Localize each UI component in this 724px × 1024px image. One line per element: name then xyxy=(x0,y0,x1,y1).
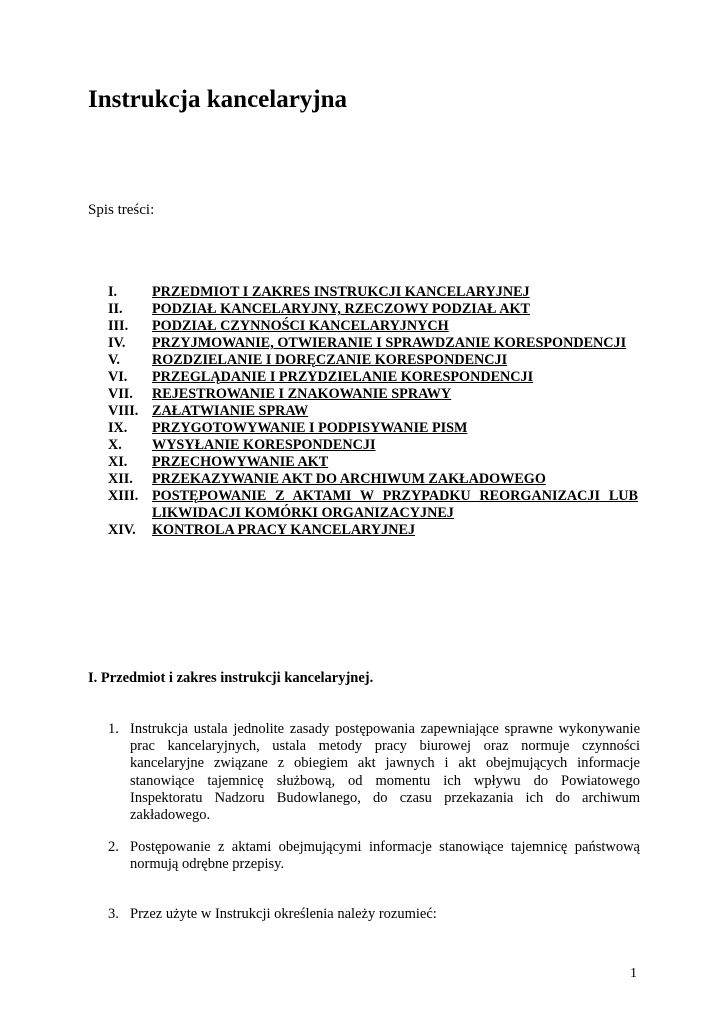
toc-item xyxy=(108,352,638,369)
list-item xyxy=(108,721,640,824)
toc-item-number: VII. xyxy=(108,386,133,402)
toc-item-number: XIV. xyxy=(108,522,136,538)
toc-item-number: XI. xyxy=(108,454,128,470)
toc-link[interactable]: PRZEDMIOT I ZAKRES INSTRUKCJI KANCELARYJNEJ xyxy=(152,284,530,300)
toc-item xyxy=(108,437,638,454)
toc-item xyxy=(108,369,638,386)
toc-link[interactable]: REJESTROWANIE I ZNAKOWANIE SPRAWY xyxy=(152,386,452,402)
toc-item xyxy=(108,420,638,437)
toc-item xyxy=(108,403,638,420)
toc-link[interactable]: PRZECHOWYWANIE AKT xyxy=(152,454,329,470)
page-number: 1 xyxy=(630,966,637,981)
toc-item-number: I. xyxy=(108,284,118,300)
toc-item-number: XIII. xyxy=(108,488,139,504)
toc-item-number: IX. xyxy=(108,420,128,436)
toc-item-number: V. xyxy=(108,352,120,368)
list-item xyxy=(108,906,640,923)
toc-item xyxy=(108,318,638,335)
list-item-number: 3. xyxy=(108,906,119,922)
toc-item-number: VI. xyxy=(108,369,128,385)
toc-label: Spis treści: xyxy=(88,202,155,218)
toc-link[interactable]: PODZIAŁ CZYNNOŚCI KANCELARYJNYCH xyxy=(152,318,449,334)
toc-item xyxy=(108,301,638,318)
toc-item-number: XII. xyxy=(108,471,133,487)
toc-item-number: X. xyxy=(108,437,122,453)
toc-item xyxy=(108,454,638,471)
list-item-number: 1. xyxy=(108,721,119,737)
toc-item-number: VIII. xyxy=(108,403,139,419)
table-of-contents xyxy=(108,284,638,539)
list-item-text: Postępowanie z aktami obejmującymi informacje stanowiące tajemnicę państwową normują odrębne przepisy. xyxy=(130,839,640,873)
toc-link[interactable]: ZAŁATWIANIE SPRAW xyxy=(152,403,309,419)
toc-link[interactable]: PRZEKAZYWANIE AKT DO ARCHIWUM ZAKŁADOWEGO xyxy=(152,471,546,487)
toc-link[interactable]: PODZIAŁ KANCELARYJNY, RZECZOWY PODZIAŁ AKT xyxy=(152,301,531,317)
toc-item xyxy=(108,386,638,403)
toc-link[interactable]: ROZDZIELANIE I DORĘCZANIE KORESPONDENCJI xyxy=(152,352,508,368)
list-item-text: Przez użyte w Instrukcji określenia należy rozumieć: xyxy=(130,906,437,922)
toc-item xyxy=(108,522,638,539)
toc-item xyxy=(108,284,638,301)
toc-link[interactable]: PRZYJMOWANIE, OTWIERANIE I SPRAWDZANIE KORESPONDENCJI xyxy=(152,335,627,351)
list-item-text: Instrukcja ustala jednolite zasady postępowania zapewniające sprawne wykonywanie prac kancelaryjnych, ustala metody pracy biurowej oraz normuje czynności kancelaryjne związane z obiegiem akt jawnych i akt obejmujących informacje stanowiące tajemnicę służbową, od momentu ich wpływu do Powiatowego Inspektoratu Nadzoru Budowlanego, do czasu przekazania ich do archiwum zakładowego. xyxy=(130,721,640,824)
toc-link[interactable]: KONTROLA PRACY KANCELARYJNEJ xyxy=(152,522,416,538)
toc-item xyxy=(108,335,638,352)
toc-item-number: II. xyxy=(108,301,123,317)
toc-link[interactable]: PRZYGOTOWYWANIE I PODPISYWANIE PISM xyxy=(152,420,468,436)
toc-item xyxy=(108,471,638,488)
toc-link[interactable]: WYSYŁANIE KORESPONDENCJI xyxy=(152,437,376,453)
toc-item-number: IV. xyxy=(108,335,126,351)
list-item xyxy=(108,839,640,873)
document-title: Instrukcja kancelaryjna xyxy=(88,86,348,113)
toc-link[interactable]: PRZEGLĄDANIE I PRZYDZIELANIE KORESPONDENCJI xyxy=(152,369,534,385)
toc-item-number: III. xyxy=(108,318,129,334)
toc-link[interactable]: POSTĘPOWANIE Z AKTAMI W PRZYPADKU REORGANIZACJI LUB LIKWIDACJI KOMÓRKI ORGANIZACYJNEJ xyxy=(152,488,638,521)
section-heading: I. Przedmiot i zakres instrukcji kancelaryjnej. xyxy=(88,670,374,686)
list-item-number: 2. xyxy=(108,839,119,855)
toc-item xyxy=(108,488,638,522)
